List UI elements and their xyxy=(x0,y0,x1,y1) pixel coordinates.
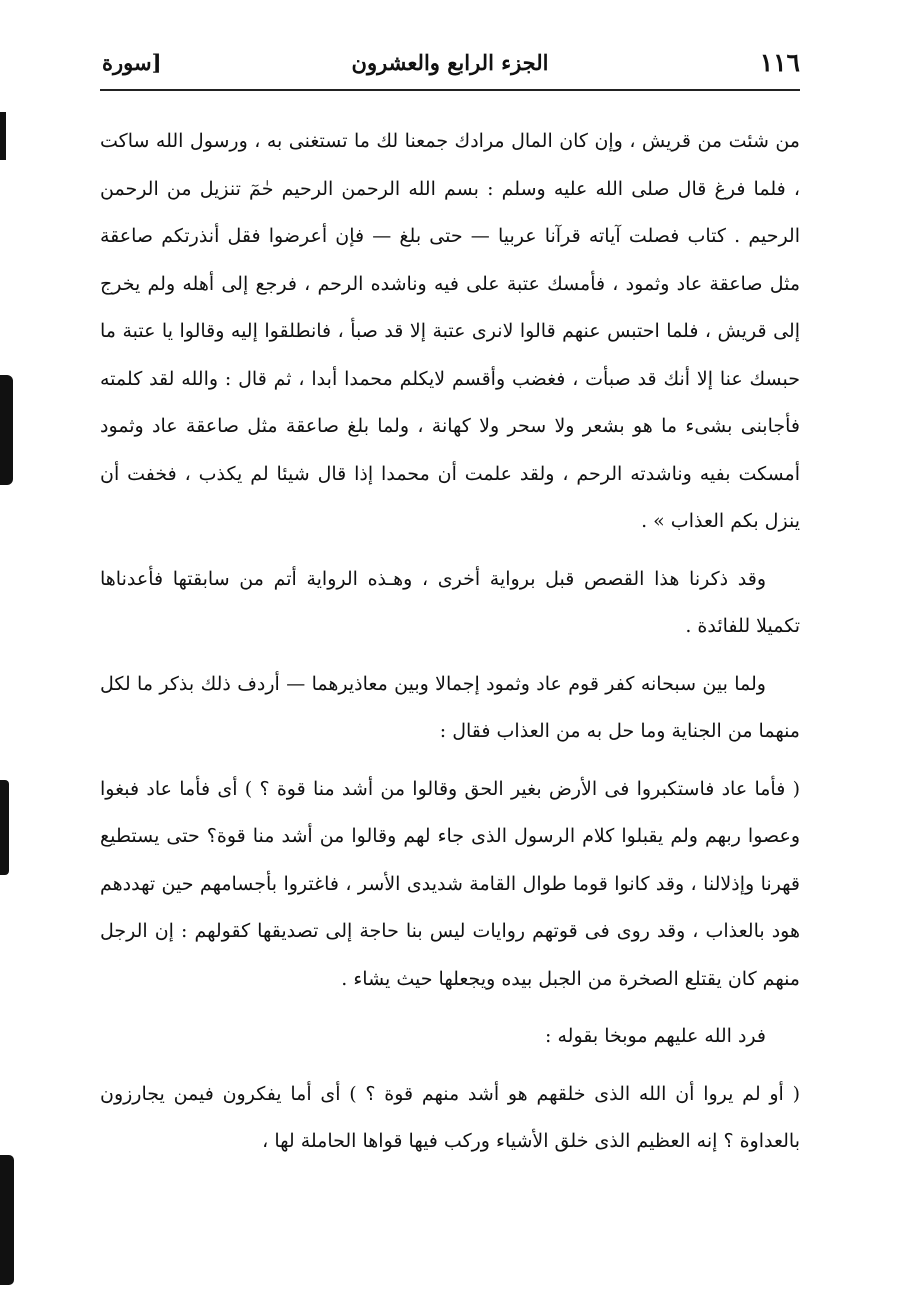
paragraph: ولما بين سبحانه كفر قوم عاد وثمود إجمالا وبين معاذيرهما — أردف ذلك بذكر ما لكل منهما من الجناية وما حل به من العذاب فقال : xyxy=(100,672,800,742)
paragraph-verse: ( فأما عاد فاستكبروا فى الأرض بغير الحق وقالوا من أشد منا قوة ؟ ) أى فأما عاد فبغوا وعصوا ربهم ولم يقبلوا كلام الرسول الذى جاء لهم وقالوا من أشد منا قوة؟ حتى يستطيع قهرنا وإذلالنا ، وقد كانوا قوما طوال القامة شديدى الأسر ، فاغتروا بأجسامهم حين تهددهم هود بالعذاب ، وقد روى فى قوتهم روايات ليس بنا حاجة إلى تصديقها كقولهم : إن الرجل منهم كان يقتلع الصخرة من الجبل بيده ويجعلها حيث يشاء . xyxy=(100,777,800,990)
page-header xyxy=(100,44,800,84)
header-rule xyxy=(100,89,800,91)
scan-edge-mark xyxy=(0,112,6,160)
surah-label: [سورة xyxy=(102,50,162,75)
body-text xyxy=(100,118,800,1176)
paragraph: فرد الله عليهم موبخا بقوله : xyxy=(545,1025,766,1047)
paragraph-verse: ( أو لم يروا أن الله الذى خلقهم هو أشد منهم قوة ؟ ) أى أما يفكرون فيمن يجارزون بالعداوة ؟ إنه العظيم الذى خلق الأشياء وركب فيها قواها الحاملة لها ، xyxy=(100,1082,800,1152)
paragraph-continuation: من شئت من قريش ، وإن كان المال مرادك جمعنا لك ما تستغنى به ، ورسول الله ساكت ، فلما فرغ قال صلى الله عليه وسلم : بسم الله الرحمن الرحيم حٰمٓ تنزيل من الرحمن الرحيم . كتاب فصلت آياته قرآنا عربيا — حتى بلغ — فإن أعرضوا فقل أنذرتكم صاعقة مثل صاعقة عاد وثمود ، فأمسك عتبة على فيه وناشده الرحم ، فرجع إلى أهله ولم يخرج إلى قريش ، فلما احتبس عنهم قالوا لانرى عتبة إلا قد صبأ ، فانطلقوا إليه وقالوا يا عتبة ما حبسك عنا إلا أنك قد صبأت ، فغضب وأقسم لايكلم محمدا أبدا ، ثم قال : والله لقد كلمته فأجابنى بشىء ما هو بشعر ولا سحر ولا كهانة ، ولما بلغ صاعقة مثل صاعقة عاد وثمود أمسكت بفيه وناشدته الرحم ، ولقد علمت أن محمدا إذا قال شيئا لم يكذب ، فخفت أن ينزل بكم العذاب » . xyxy=(100,130,800,532)
scan-edge-mark xyxy=(0,1155,14,1285)
scan-edge-mark xyxy=(0,375,13,485)
scan-edge-mark xyxy=(0,780,9,875)
running-head: الجزء الرابع والعشرون xyxy=(351,50,549,75)
page-number: ١١٦ xyxy=(759,48,800,77)
paragraph: وقد ذكرنا هذا القصص قبل برواية أخرى ، وهـذه الرواية أتم من سابقتها فأعدناها تكميلا للفائدة . xyxy=(100,567,800,637)
